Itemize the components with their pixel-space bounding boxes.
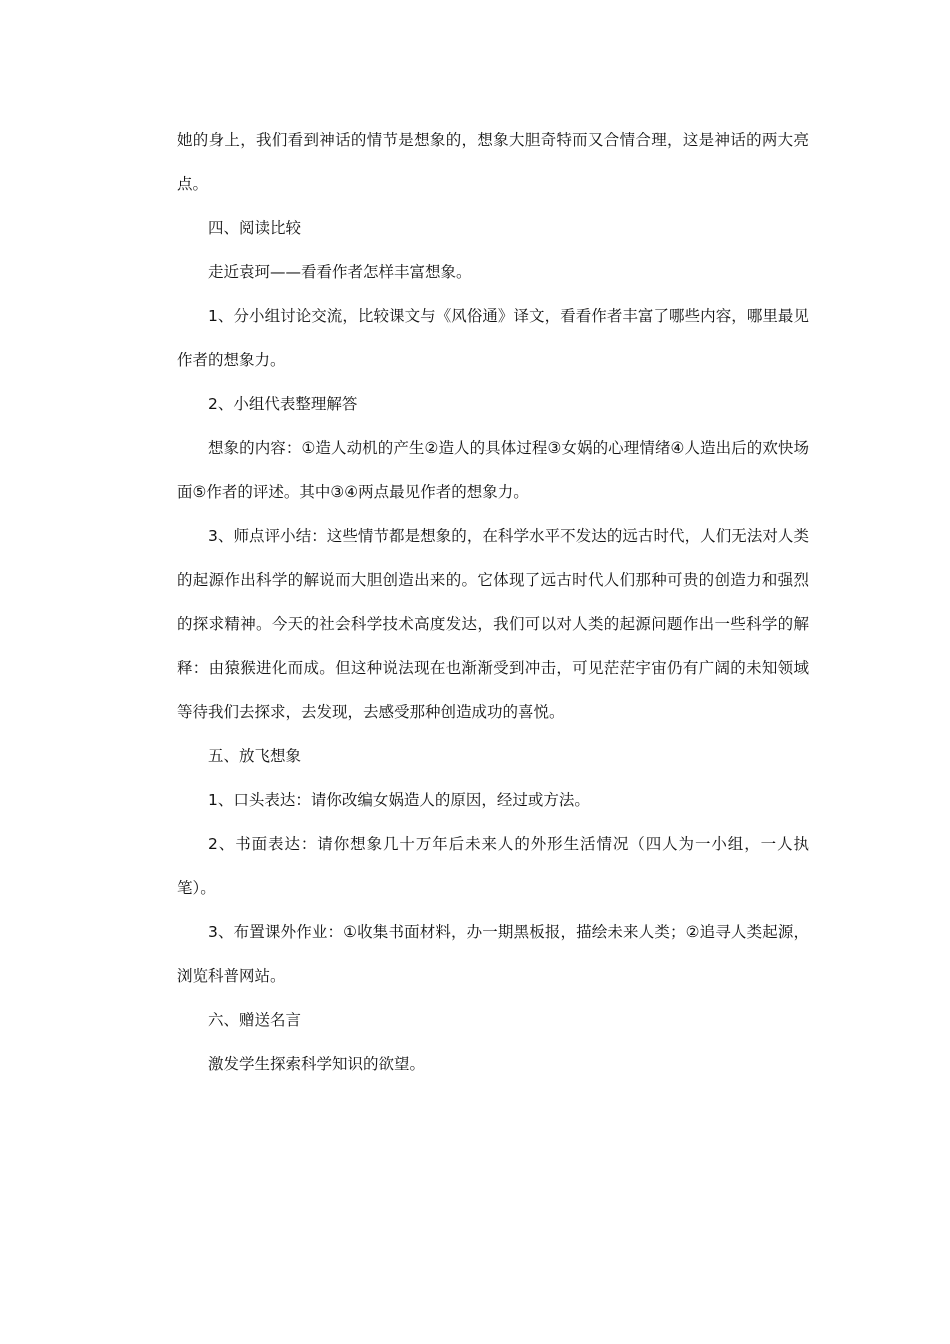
paragraph-inspire-students: 激发学生探索科学知识的欲望。 <box>208 1055 426 1073</box>
document-body <box>177 118 809 1086</box>
section-heading-reading-comparison: 四、阅读比较 <box>208 219 302 237</box>
paragraph-imagination-content: 想象的内容：①造人动机的产生②造人的具体过程③女娲的心理情绪④人造出后的欢快场面⑤作者的评述。其中③④两点最见作者的想象力。 <box>177 439 809 501</box>
list-item-oral-expression: 1、口头表达：请你改编女娲造人的原因，经过或方法。 <box>208 791 590 809</box>
section-heading-quotes: 六、赠送名言 <box>208 1011 302 1029</box>
list-item-teacher-summary: 3、师点评小结：这些情节都是想象的，在科学水平不发达的远古时代，人们无法对人类的起源作出科学的解说而大胆创造出来的。它体现了远古时代人们那种可贵的创造力和强烈的探求精神。今天的社会科学技术高度发达，我们可以对人类的起源问题作出一些科学的解释：由猿猴进化而成。但这种说法现在也渐渐受到冲击，可见茫茫宇宙仍有广阔的未知领域等待我们去探求，去发现，去感受那种创造成功的喜悦。 <box>177 527 809 721</box>
paragraph-continuation: 她的身上，我们看到神话的情节是想象的，想象大胆奇特而又合情合理，这是神话的两大亮点。 <box>177 131 809 193</box>
list-item-written-expression: 2、书面表达：请你想象几十万年后未来人的外形生活情况（四人为一小组，一人执笔）。 <box>177 835 809 897</box>
list-item-group-answer: 2、小组代表整理解答 <box>208 395 358 413</box>
list-item-homework: 3、布置课外作业：①收集书面材料，办一期黑板报，描绘未来人类；②追寻人类起源，浏览科普网站。 <box>177 923 809 985</box>
section-heading-imagination: 五、放飞想象 <box>208 747 302 765</box>
list-item-group-discussion: 1、分小组讨论交流，比较课文与《风俗通》译文，看看作者丰富了哪些内容，哪里最见作者的想象力。 <box>177 307 809 369</box>
paragraph-approach-author: 走近袁珂——看看作者怎样丰富想象。 <box>208 263 472 281</box>
